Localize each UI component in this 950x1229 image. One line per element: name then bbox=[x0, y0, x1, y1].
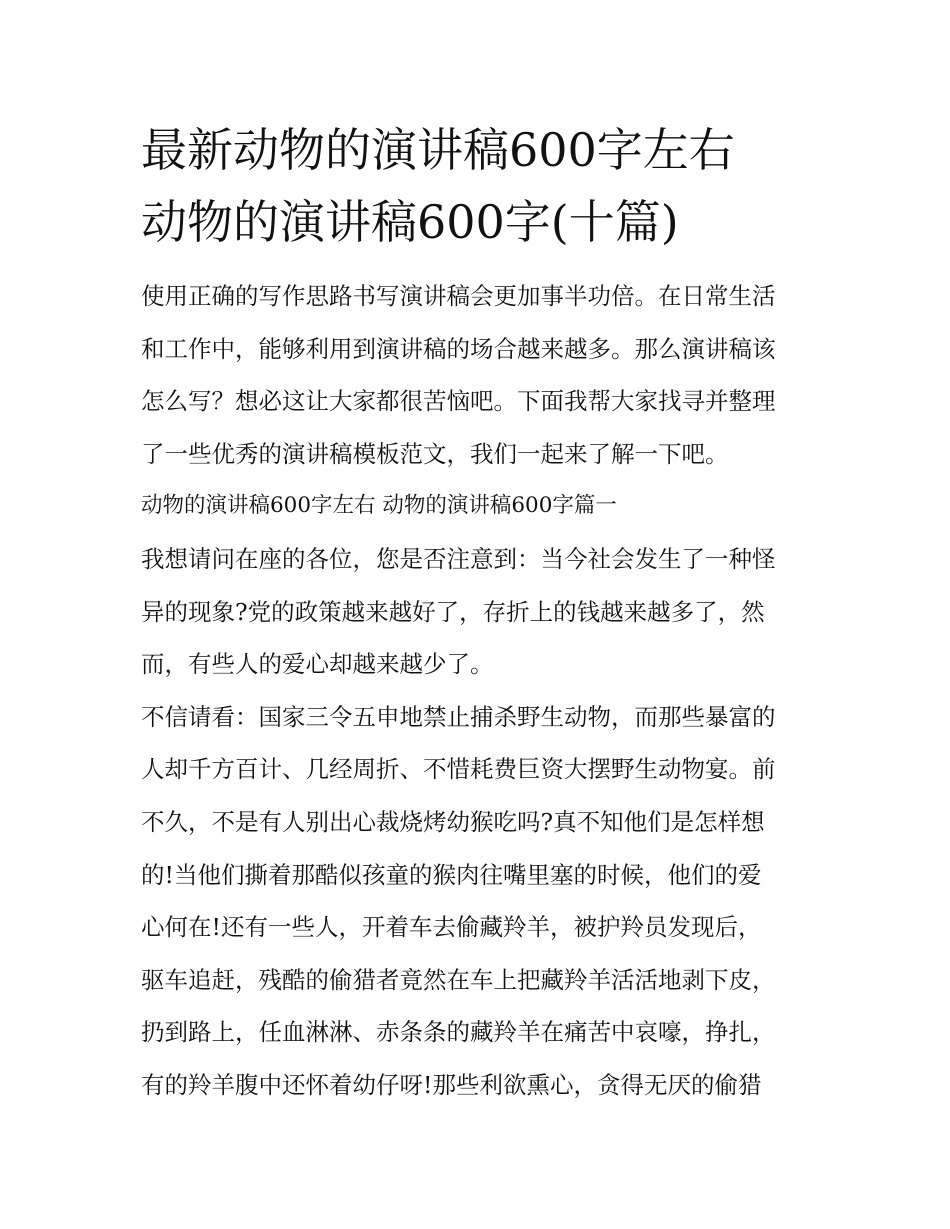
paragraph2-line-4: 的!当他们撕着那酷似孩童的猴肉往嘴里塞的时候，他们的爱 bbox=[141, 860, 762, 889]
intro-line-4: 了一些优秀的演讲稿模板范文，我们一起来了解一下吧。 bbox=[141, 439, 729, 468]
document-content bbox=[141, 114, 813, 1112]
body-paragraph-2 bbox=[141, 691, 813, 1112]
intro-paragraph bbox=[141, 270, 813, 480]
paragraph2-line-7: 扔到路上，任血淋淋、赤条条的藏羚羊在痛苦中哀嚎，挣扎， bbox=[141, 1018, 776, 1047]
paragraph2-line-3: 不久，不是有人别出心裁烧烤幼猴吃吗?真不知他们是怎样想 bbox=[141, 807, 765, 836]
title-line-1: 最新动物的演讲稿600字左右 bbox=[141, 123, 735, 177]
paragraph2-line-5: 心何在!还有一些人，开着车去偷藏羚羊，被护羚员发现后， bbox=[141, 913, 762, 942]
body-paragraph-1 bbox=[141, 533, 813, 691]
paragraph1-line-3: 而，有些人的爱心却越来越少了。 bbox=[141, 650, 494, 679]
document-title bbox=[141, 114, 813, 258]
intro-line-1: 使用正确的写作思路书写演讲稿会更加事半功倍。在日常生活 bbox=[141, 282, 776, 310]
paragraph2-line-6: 驱车追赶，残酷的偷猎者竟然在车上把藏羚羊活活地剥下皮， bbox=[141, 965, 776, 994]
paragraph2-line-8: 有的羚羊腹中还怀着幼仔呀!那些利欲熏心，贪得无厌的偷猎 bbox=[141, 1070, 762, 1099]
title-line-2: 动物的演讲稿600字(十篇) bbox=[141, 195, 679, 249]
paragraph1-line-1: 我想请问在座的各位，您是否注意到：当今社会发生了一种怪 bbox=[141, 544, 776, 573]
section-heading: 动物的演讲稿600字左右 动物的演讲稿600字篇一 bbox=[141, 493, 617, 519]
paragraph2-line-1: 不信请看：国家三令五申地禁止捕杀野生动物，而那些暴富的 bbox=[141, 702, 776, 731]
paragraph2-line-2: 人却千方百计、几经周折、不惜耗费巨资大摆野生动物宴。前 bbox=[141, 755, 776, 784]
paragraph1-line-2: 异的现象?党的政策越来越好了，存折上的钱越来越多了，然 bbox=[141, 597, 765, 626]
intro-line-3: 怎么写？想必这让大家都很苦恼吧。下面我帮大家找寻并整理 bbox=[141, 387, 776, 416]
intro-line-2: 和工作中，能够利用到演讲稿的场合越来越多。那么演讲稿该 bbox=[141, 334, 776, 363]
